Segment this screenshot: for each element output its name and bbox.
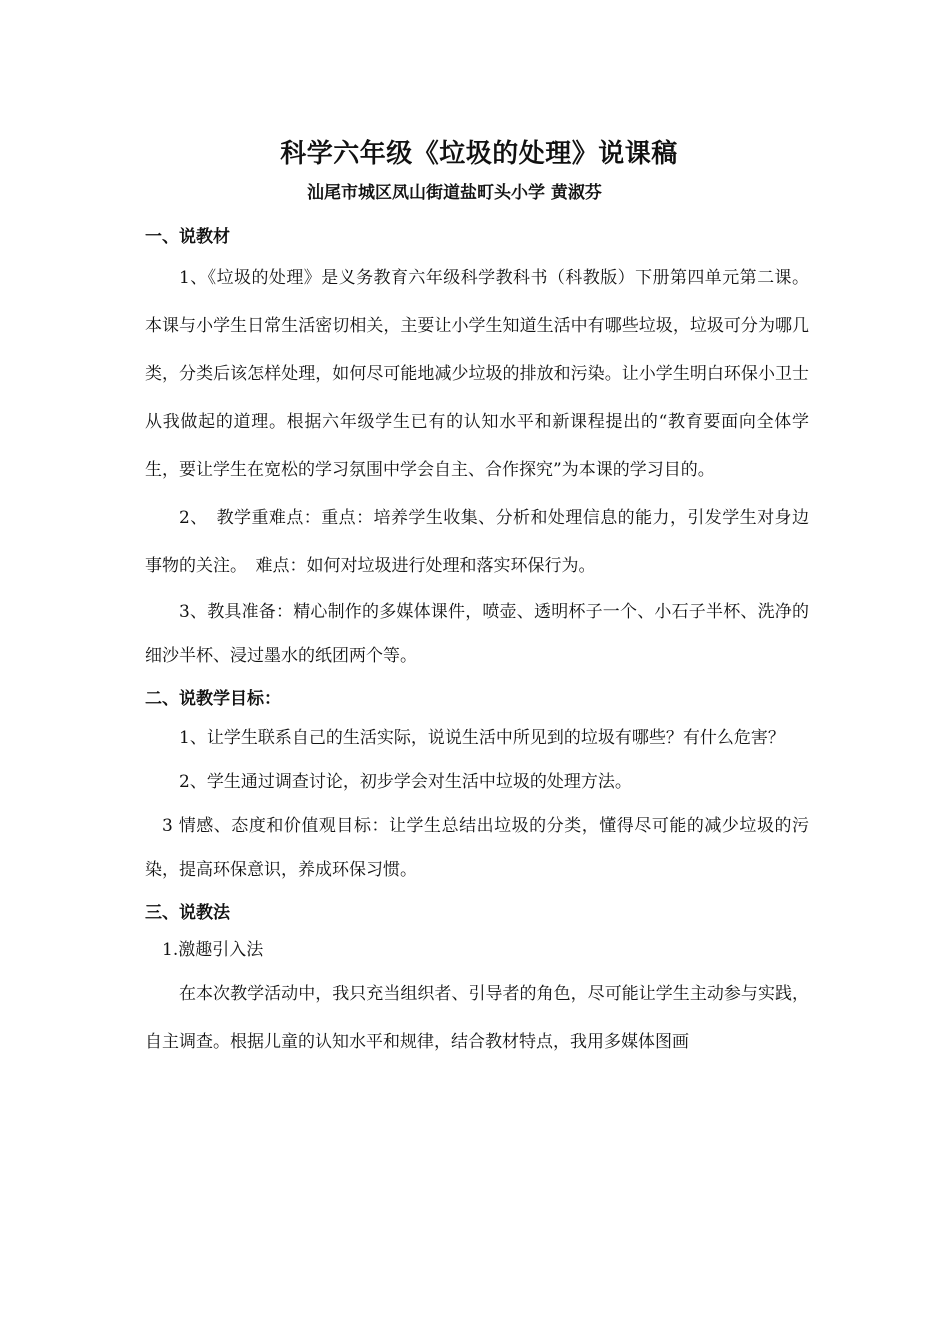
paragraph-teaching-aids: 3、教具准备：精心制作的多媒体课件，喷壶、透明杯子一个、小石子半杯、洗净的细沙半杯、浸过墨水的纸团两个等。 (145, 602, 809, 666)
paragraph-method-title: 1.激趣引入法 (162, 940, 264, 960)
section-heading-objectives: 二、说教学目标： (145, 689, 281, 709)
document-title: 科学六年级《垃圾的处理》说课稿 (280, 139, 678, 169)
paragraph-objective-2: 2、学生通过调查讨论，初步学会对生活中垃圾的处理方法。 (179, 772, 632, 792)
document-body (145, 220, 809, 1066)
section-heading-textbook: 一、说教材 (145, 227, 230, 247)
paragraph-method-body: 在本次教学活动中，我只充当组织者、引导者的角色，尽可能让学生主动参与实践，自主调查。根据儿童的认知水平和规律，结合教材特点，我用多媒体图画 (145, 984, 809, 1052)
paragraph-objective-1: 1、让学生联系自己的生活实际，说说生活中所见到的垃圾有哪些？有什么危害？ (179, 728, 785, 748)
paragraph-key-points: 2、 教学重难点：重点：培养学生收集、分析和处理信息的能力，引发学生对身边事物的关注。 难点：如何对垃圾进行处理和落实环保行为。 (145, 508, 809, 576)
section-heading-methods: 三、说教法 (145, 903, 230, 923)
author-line: 汕尾市城区凤山街道盐町头小学 黄淑芬 (307, 183, 602, 203)
paragraph-objective-3: 3 情感、态度和价值观目标：让学生总结出垃圾的分类，懂得尽可能的减少垃圾的污染，提高环保意识，养成环保习惯。 (145, 816, 809, 880)
paragraph-textbook-intro: 1、《垃圾的处理》是义务教育六年级科学教科书（科教版）下册第四单元第二课。本课与小学生日常生活密切相关，主要让小学生知道生活中有哪些垃圾，垃圾可分为哪几类，分类后该怎样处理，如何尽可能地减少垃圾的排放和污染。让小学生明白环保小卫士从我做起的道理。根据六年级学生已有的认知水平和新课程提出的“教育要面向全体学生，要让学生在宽松的学习氛围中学会自主、合作探究”为本课的学习目的。 (145, 268, 809, 480)
